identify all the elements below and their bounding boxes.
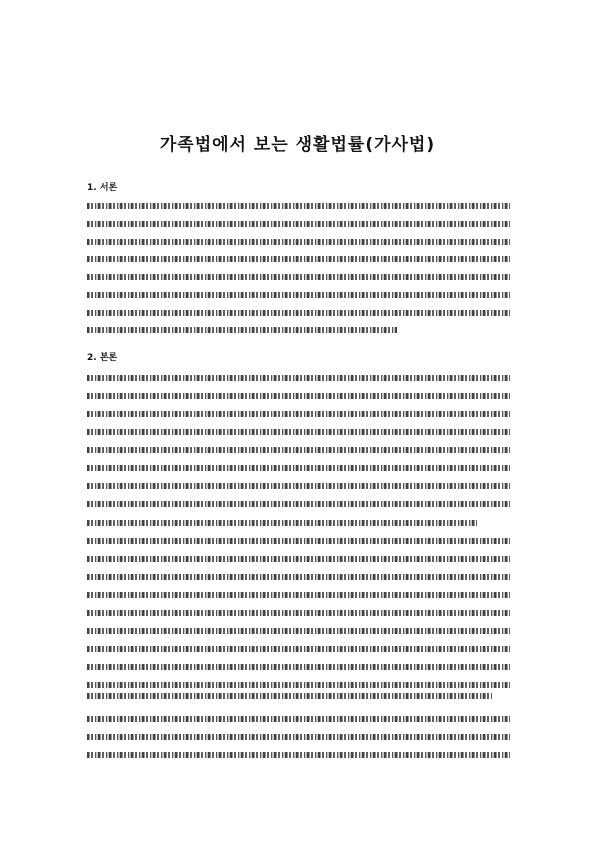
text-line (87, 203, 510, 209)
text-line (87, 610, 510, 616)
text-line (87, 375, 510, 381)
text-line (87, 411, 510, 417)
text-line (87, 447, 510, 453)
text-line (87, 310, 510, 316)
text-line (87, 501, 510, 507)
text-line (87, 483, 510, 489)
section-heading-1: 1. 서론 (87, 183, 118, 193)
text-line (87, 734, 510, 740)
document-title: 가족법에서 보는 생활법률(가사법) (159, 135, 436, 155)
text-line (87, 538, 510, 544)
text-line (87, 752, 510, 758)
section-heading-2: 2. 본론 (87, 353, 118, 363)
text-line (87, 628, 510, 634)
text-line (87, 664, 510, 670)
text-line (87, 393, 510, 399)
text-line (87, 682, 510, 688)
text-line (87, 646, 510, 652)
text-line (87, 327, 397, 333)
text-line (87, 574, 510, 580)
text-line (87, 429, 510, 435)
text-line (87, 292, 510, 298)
text-line (87, 556, 510, 562)
text-line (87, 520, 477, 526)
text-line (87, 465, 510, 471)
text-line (87, 693, 492, 699)
text-line (87, 221, 510, 227)
text-line (87, 239, 510, 245)
text-line (87, 274, 510, 280)
text-line (87, 256, 510, 262)
text-line (87, 716, 510, 722)
text-line (87, 592, 510, 598)
